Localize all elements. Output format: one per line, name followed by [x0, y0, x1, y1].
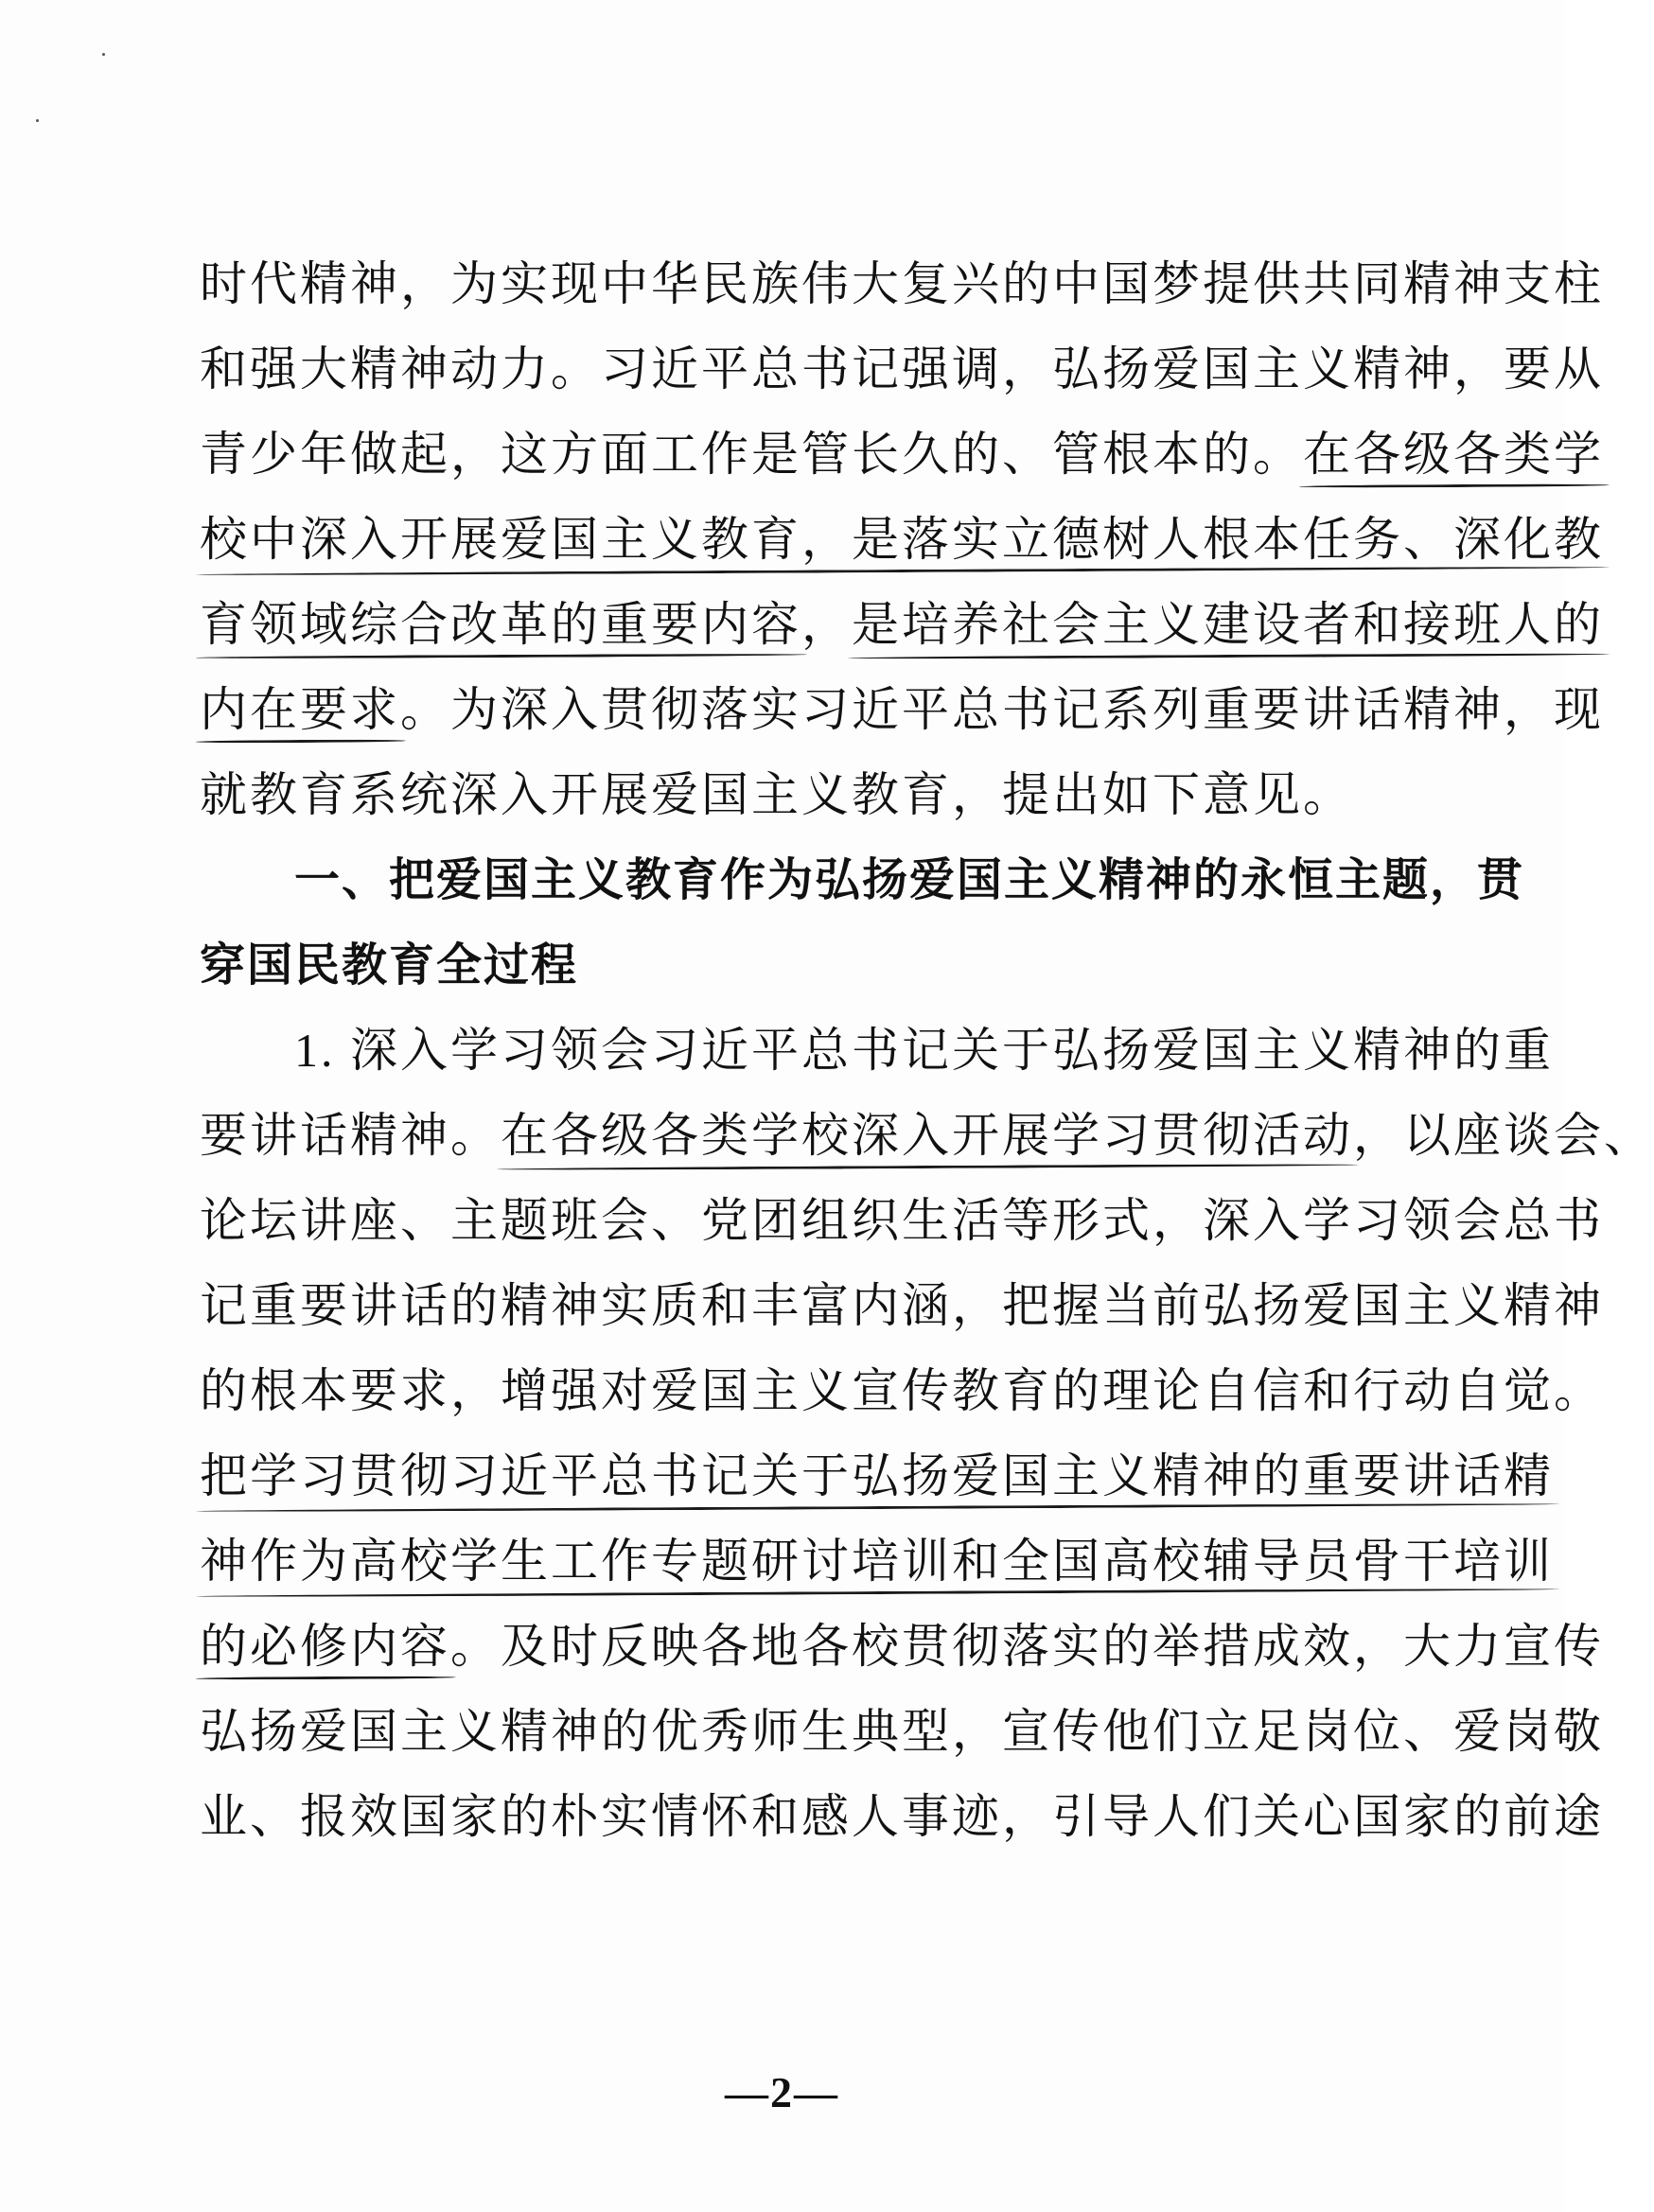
page-number: —2—	[725, 2068, 839, 2116]
scan-speck	[102, 53, 105, 56]
document-body	[200, 241, 1654, 1859]
text-segment: 青少年做起，这方面工作是管长久的、管根本的。	[200, 428, 1303, 481]
text-line	[200, 1178, 1604, 1263]
text-segment: 穿国民教育全过程	[200, 939, 579, 992]
section-heading-line	[200, 837, 1525, 922]
text-line	[200, 1774, 1604, 1859]
text-segment: 。为深入贯彻落实习近平总书记系列重要讲话精神，现	[400, 683, 1604, 736]
underlined-text: 把学习贯彻习近平总书记关于弘扬爱国主义精神的重要讲话精	[200, 1433, 1554, 1519]
underlined-text: 是培养社会主义建设者和接班人的	[852, 582, 1604, 667]
scan-speck	[36, 119, 39, 122]
text-line	[200, 1348, 1604, 1433]
text-segment: 就教育系统深入开展爱国主义教育，提出如下意见。	[200, 768, 1353, 821]
text-line	[200, 1433, 1554, 1519]
text-line	[200, 1604, 1604, 1689]
text-line	[200, 1689, 1604, 1774]
text-segment: 时代精神，为实现中华民族伟大复兴的中国梦提供共同精神支柱	[200, 257, 1604, 310]
underlined-text: 在各级各类学	[1303, 412, 1604, 497]
text-line	[200, 497, 1604, 582]
underlined-text: 在各级各类学校深入开展学习贯彻活动	[501, 1093, 1353, 1178]
text-segment: 和强大精神动力。习近平总书记强调，弘扬爱国主义精神，要从	[200, 342, 1604, 395]
text-line	[200, 1008, 1554, 1093]
underlined-text: 的必修内容	[200, 1604, 450, 1689]
underlined-text: 内在要求	[200, 667, 400, 752]
text-segment: 要讲话精神。	[200, 1109, 501, 1162]
text-segment: 论坛讲座、主题班会、党团组织生活等形式，深入学习领会总书	[200, 1194, 1604, 1247]
text-segment: 记重要讲话的精神实质和丰富内涵，把握当前弘扬爱国主义精神	[200, 1279, 1604, 1332]
text-segment: ，以座谈会、	[1353, 1109, 1654, 1162]
text-segment: 业、报效国家的朴实情怀和感人事迹，引导人们关心国家的前途	[200, 1790, 1604, 1843]
text-line	[200, 241, 1604, 326]
text-line	[200, 1093, 1654, 1178]
text-segment: 一、把爱国主义教育作为弘扬爱国主义精神的永恒主题，贯	[294, 853, 1525, 906]
text-line	[200, 412, 1604, 497]
text-segment: 。及时反映各地各校贯彻落实的举措成效，大力宣传	[450, 1620, 1604, 1673]
text-line	[200, 326, 1604, 412]
text-line	[200, 1519, 1554, 1604]
text-segment: 弘扬爱国主义精神的优秀师生典型，宣传他们立足岗位、爱岗敬	[200, 1705, 1604, 1758]
underlined-text: 校中深入开展爱国主义教育，是落实立德树人根本任务、深化教	[200, 497, 1604, 582]
text-line	[200, 1263, 1604, 1348]
underlined-text: 神作为高校学生工作专题研讨培训和全国高校辅导员骨干培训	[200, 1519, 1554, 1604]
underlined-text: 育领域综合改革的重要内容	[200, 582, 801, 667]
text-line	[200, 667, 1604, 752]
text-segment: 1. 深入学习领会习近平总书记关于弘扬爱国主义精神的重	[294, 1024, 1554, 1077]
text-segment: ，	[801, 598, 852, 651]
text-line	[200, 752, 1375, 837]
section-heading-line	[200, 922, 1375, 1008]
text-segment: 的根本要求，增强对爱国主义宣传教育的理论自信和行动自觉。	[200, 1364, 1604, 1417]
text-line	[200, 582, 1604, 667]
